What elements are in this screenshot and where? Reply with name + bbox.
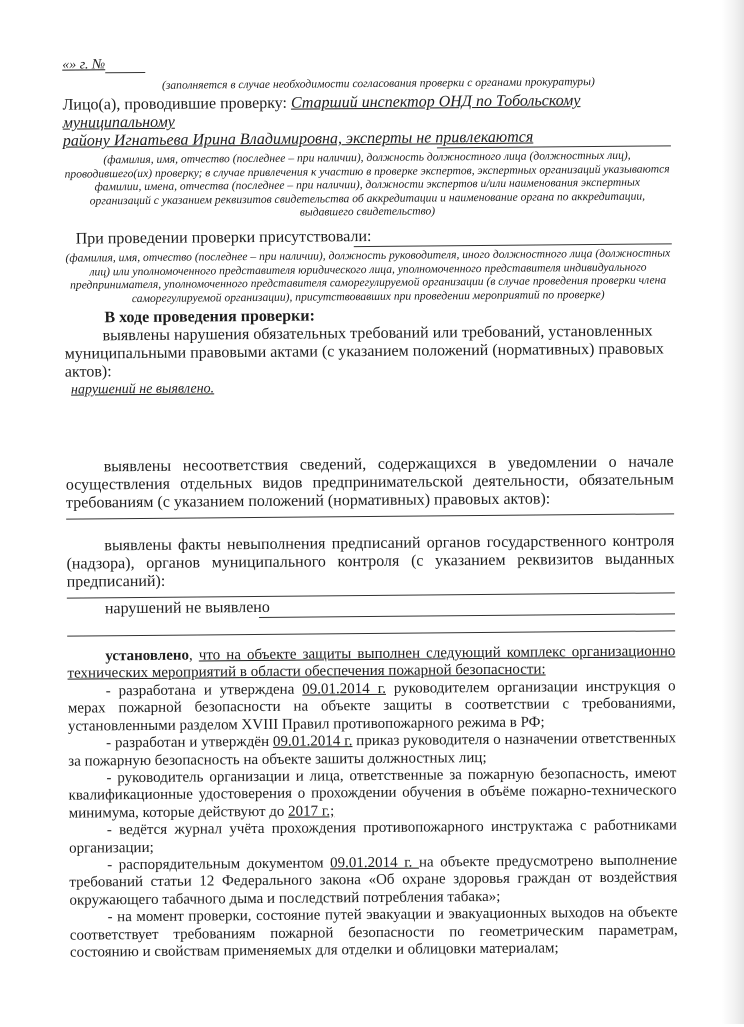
established-label: установлено <box>105 648 189 665</box>
findings-heading: В ходе проведения проверки: <box>64 304 672 327</box>
item-date: 2017 г.; <box>288 803 334 819</box>
prosecutor-note: (заполняется в случае необходимости согласования проверки с органами прокуратуры) <box>62 74 670 93</box>
inconsistencies-rule <box>66 513 674 519</box>
orders-text: выявлены факты невыполнения предписаний органов государственного контроля (надзора), органов муниципального контроля (с указанием реквизитов выданных предписаний): <box>66 532 674 591</box>
list-item <box>68 765 676 823</box>
inspectors-line-1 <box>62 92 670 133</box>
date-number-text: «» г. № <box>62 57 105 72</box>
violations-value: нарушений не выявлено. <box>65 376 673 398</box>
date-number-line <box>62 51 670 73</box>
item-text: - разработан и утверждён <box>106 734 273 751</box>
list-item <box>69 817 677 857</box>
item-text: руководителем организации инструкция о мерах пожарной безопасности на объекте защиты в соответствии с требованиями, установленными разделом XVIII Правил противопожарного режима в РФ; <box>68 678 676 734</box>
list-item <box>68 730 676 770</box>
violations-text: выявлены нарушения обязательных требований или требований, установленных муниципальными правовыми актами (с указанием положений (нормативных) правовых актов): <box>64 322 672 381</box>
inspectors-value-2: району Игнатьева Ирина Владимировна, эксперты не привлекаются <box>63 128 671 151</box>
item-date: 09.01.2014 г. <box>330 855 419 872</box>
item-text: - руководитель организации и лица, ответственные за пожарную безопасность, имеют квалификационные удостоверения о прохождении обучения в объёме пожарно-технического минимума, которые действуют до <box>69 765 677 821</box>
inspectors-note: (фамилия, имя, отчество (последнее – при наличии), должность должностного лица (должностных лиц), проводившего(их) проверку; в случае привлечения к участию в проверке экспертов, экспертных организаций указываются фамилии, имена, отчества (последнее – при наличии), должности экспертов и/или наименования экспертных организаций с указанием реквизитов свидетельства об аккредитации и наименование органа по аккредитации, выдавшего свидетельство) <box>63 149 672 221</box>
list-item <box>69 852 677 910</box>
item-text: - распорядительным документом <box>107 855 330 873</box>
list-item <box>68 678 676 736</box>
present-line <box>64 226 672 249</box>
item-date: 09.01.2014 г. <box>302 681 386 698</box>
inconsistencies-text: выявлены несоответствия сведений, содержащихся в уведомлении о начале осуществления отдельных видов предпринимательской деятельности, обязательным требованиям (с указанием положений (нормативных) правовых актов): <box>66 453 674 512</box>
list-item <box>70 904 678 962</box>
established-section: установлено, что на объекте защиты выполнен следующий комплекс организационно технических мероприятий в области обеспечения пожарной безопасности: - разработана и утверждена 09.01.2014 г. руководителем организации инструкция о мерах пожарной безопасности на объекте защиты в соответствии с требованиями, установленными разделом XVIII Правил противопожарного режима в РФ; - разработан и утверждён 09.01.2014 г. приказ руководителя о назначении ответственных за пожарную безопасность на объекте зашиты должностных лиц; - руководитель организации и лица, ответственные за пожарную безопасность, имеют квалификационные удостоверения о прохождении обучения в объёме пожарно-технического минимума, которые действуют до 2017 г.; - ведётся журнал учёта прохождения противопожарного инструктажа с работниками организации; - распорядительным документом 09.01.2014 г. на объекте предусмотрено выполнение требований статьи 12 Федерального закона «Об охране здоровья граждан от воздействия окружающего табачного дыма и последствий потребления табака»; - на момент проверки, состояние путей эвакуации и эвакуационных выходов на объекте соответствует требованиям пожарной безопасности по геометрическим параметрам, состоянию и свойствам применяемых для отделки и облицовки материалам; <box>67 643 678 962</box>
item-text: - на момент проверки, состояние путей эвакуации и эвакуационных выходов на объекте соответствует требованиям пожарной безопасности по геометрическим параметрам, состоянию и свойствам применяемых для отделки и облицовки материалам; <box>70 904 678 960</box>
inspectors-label: Лицо(а), проводившие проверку: <box>62 95 291 114</box>
established-intro: что на объекте защиты выполнен следующий комплекс организационно технических мероприятий в области обеспечения пожарной безопасности: <box>67 643 675 682</box>
inspectors-value-1: Старший инспектор ОНД по Тобольскому муниципальному <box>63 93 581 133</box>
document-column <box>62 0 679 1002</box>
present-label: При проведении проверки присутствовали: <box>76 228 372 248</box>
orders-value: нарушений не выявлено <box>67 595 675 618</box>
item-date: 09.01.2014 г. <box>273 733 353 750</box>
item-text: - разработана и утверждена <box>106 681 303 699</box>
item-text: приказ руководителя о назначении ответственных за пожарную безопасность на объекте зашиты должностных лиц; <box>68 730 676 769</box>
orders-rule-3 <box>67 630 675 636</box>
item-text: - ведётся журнал учёта прохождения противопожарного инструктажа с работниками организации; <box>69 817 677 856</box>
item-text: на объекте предусмотрено выполнение требований статьи 12 Федерального закона «Об охране здоровья граждан от воздействия окружающего табачного дыма и последствий потребления табака»; <box>69 852 677 908</box>
present-note: (фамилия, имя, отчество (последнее – при наличии), должность руководителя, иного должностного лица (должностных лиц) или уполномоченного представителя юридического лица, уполномоченного представителя индивидуального предпринимателя, уполномоченного представителя саморегулируемой организации (в случае проведения проверки члена саморегулируемой организации), присутствовавших при проведении мероприятий по проверке) <box>64 247 672 306</box>
number-blank <box>105 60 145 73</box>
